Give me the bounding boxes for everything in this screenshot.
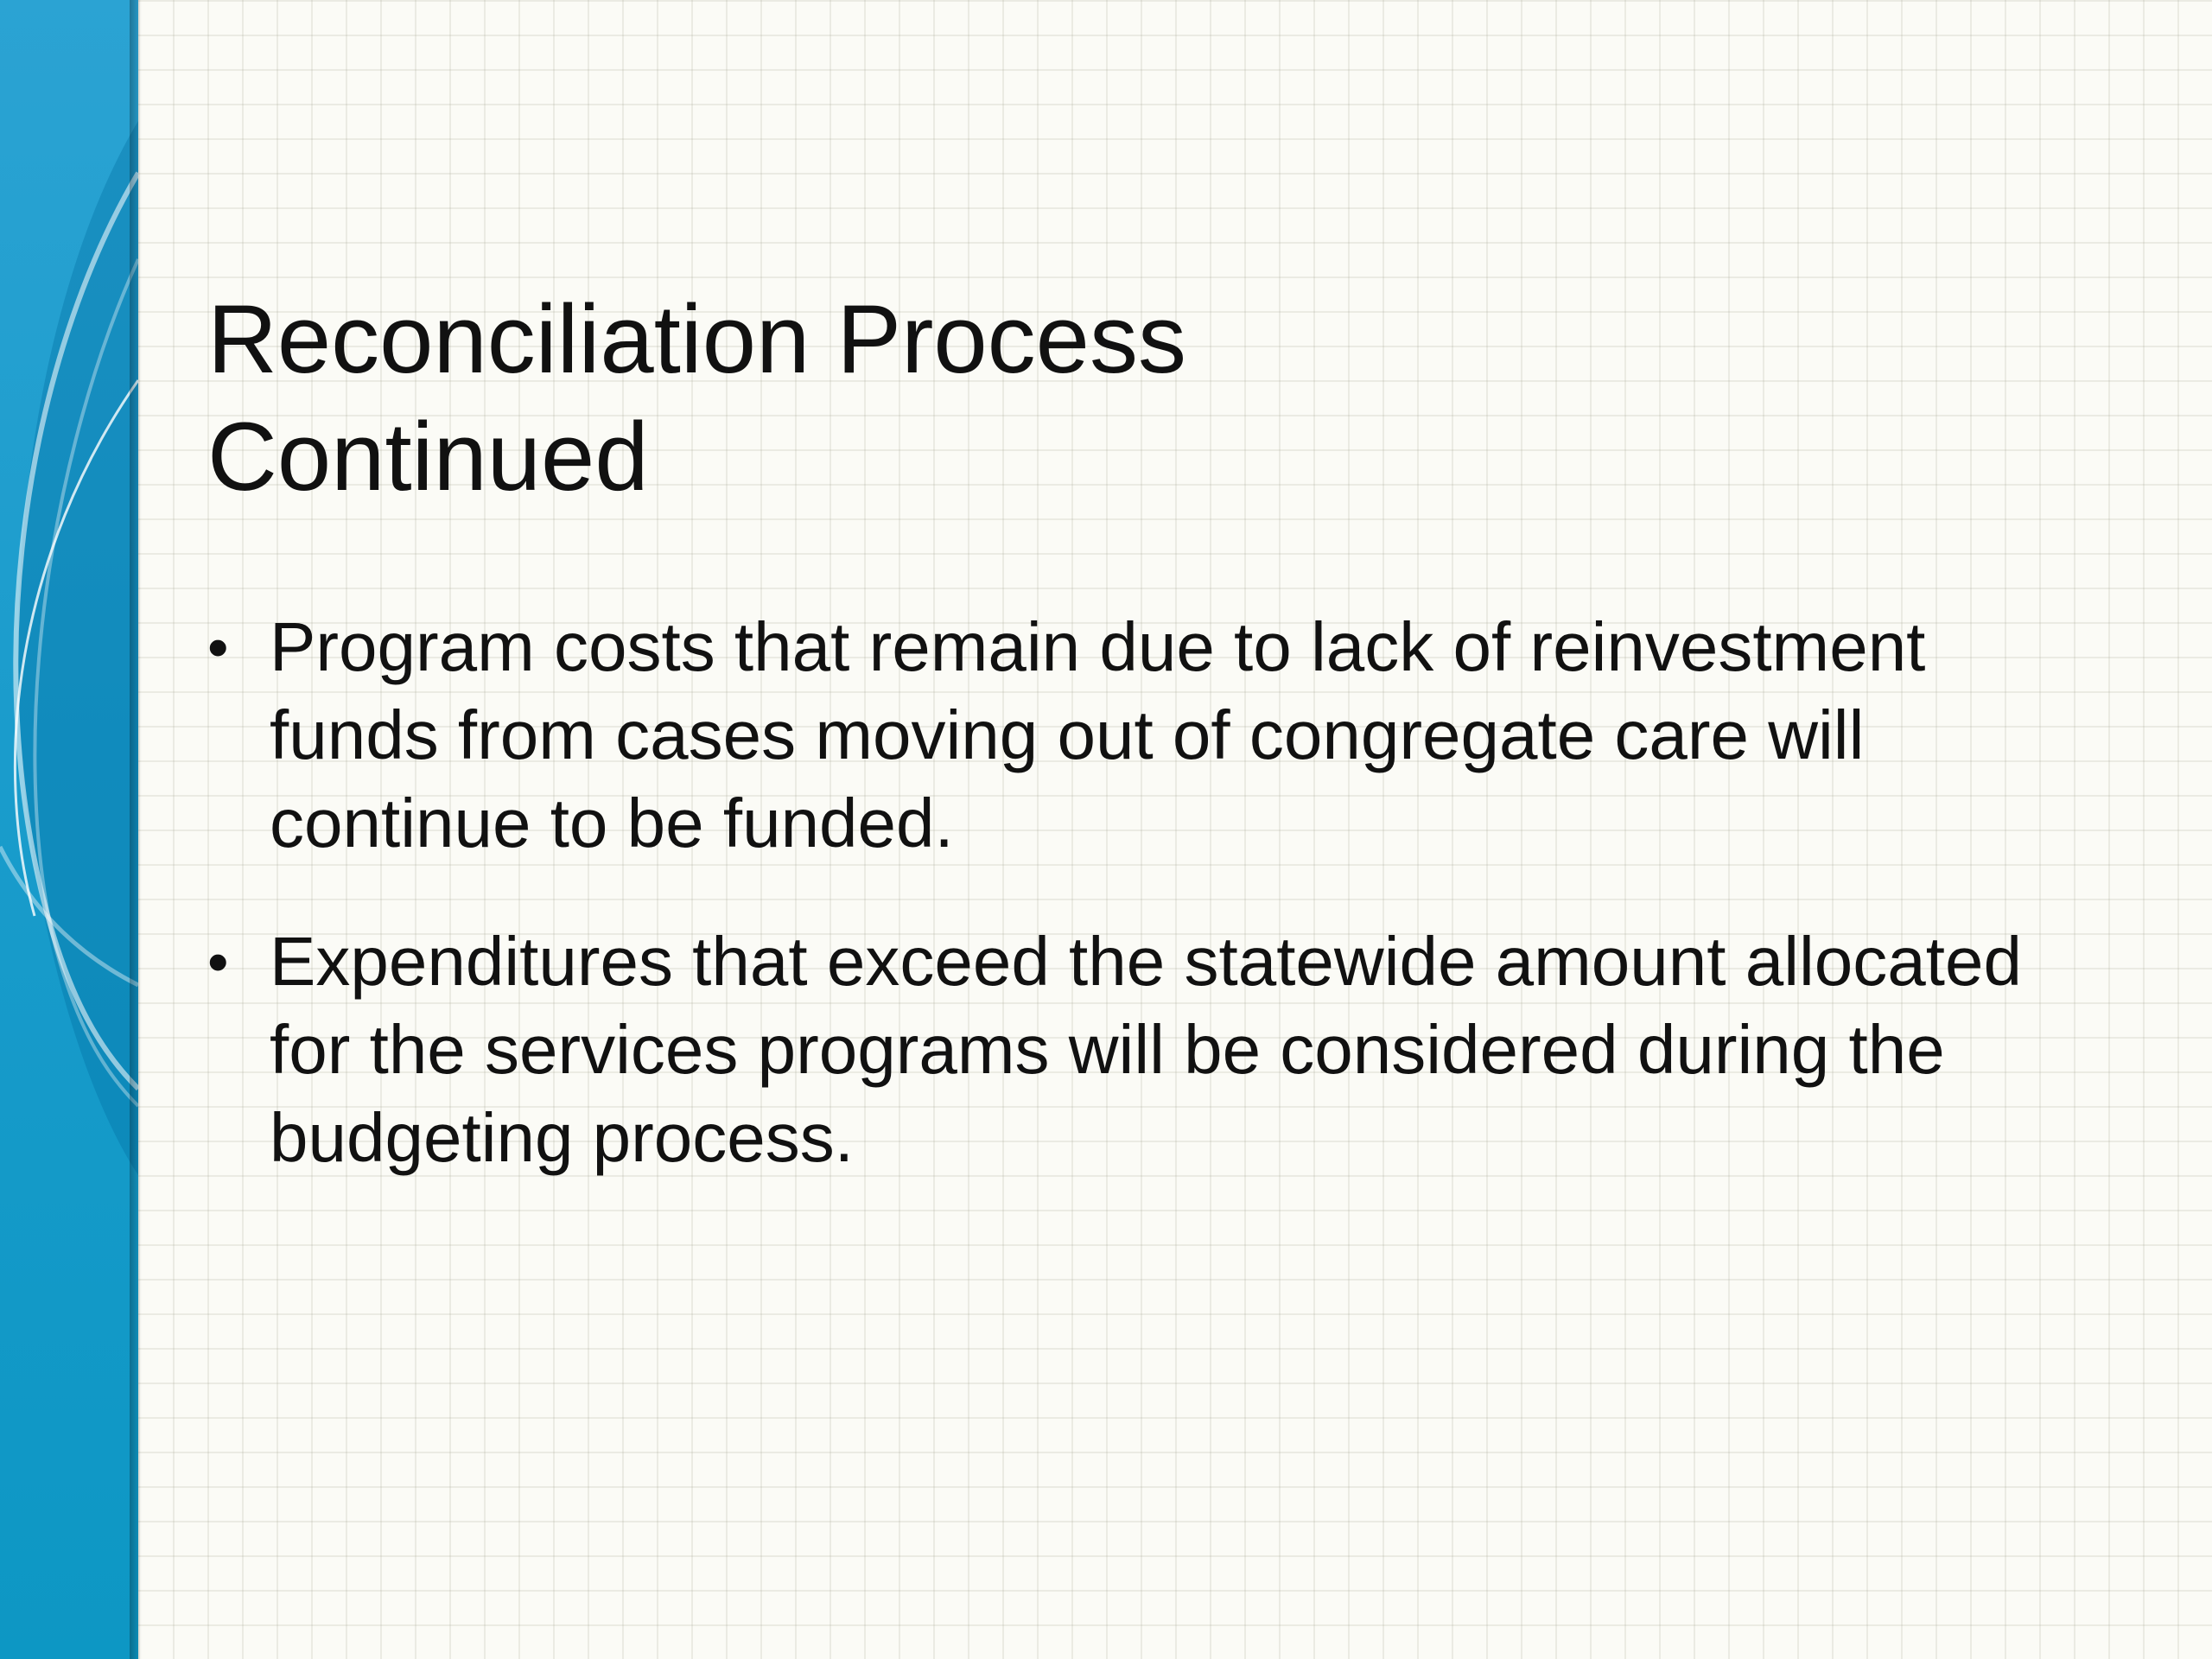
bullet-text: Program costs that remain due to lack of reinvestment funds from cases moving out of congregate care will continue to be funded.: [270, 608, 1926, 861]
slide-title-line: Continued: [207, 403, 649, 511]
bullet-icon: •: [207, 928, 229, 995]
slide-title: [207, 281, 2022, 516]
bullet-item: [207, 603, 2065, 868]
side-band-shadow: [130, 0, 142, 1659]
bullet-item: [207, 918, 2065, 1182]
bullet-text: Expenditures that exceed the statewide amount allocated for the services programs will be considered during the budgeting process.: [270, 923, 2022, 1176]
bullet-list: [207, 603, 2065, 1232]
swoosh-decoration: [0, 0, 138, 1659]
decorative-side-band: [0, 0, 138, 1659]
bullet-icon: •: [207, 613, 229, 681]
slide-title-line: Reconciliation Process: [207, 285, 1186, 393]
